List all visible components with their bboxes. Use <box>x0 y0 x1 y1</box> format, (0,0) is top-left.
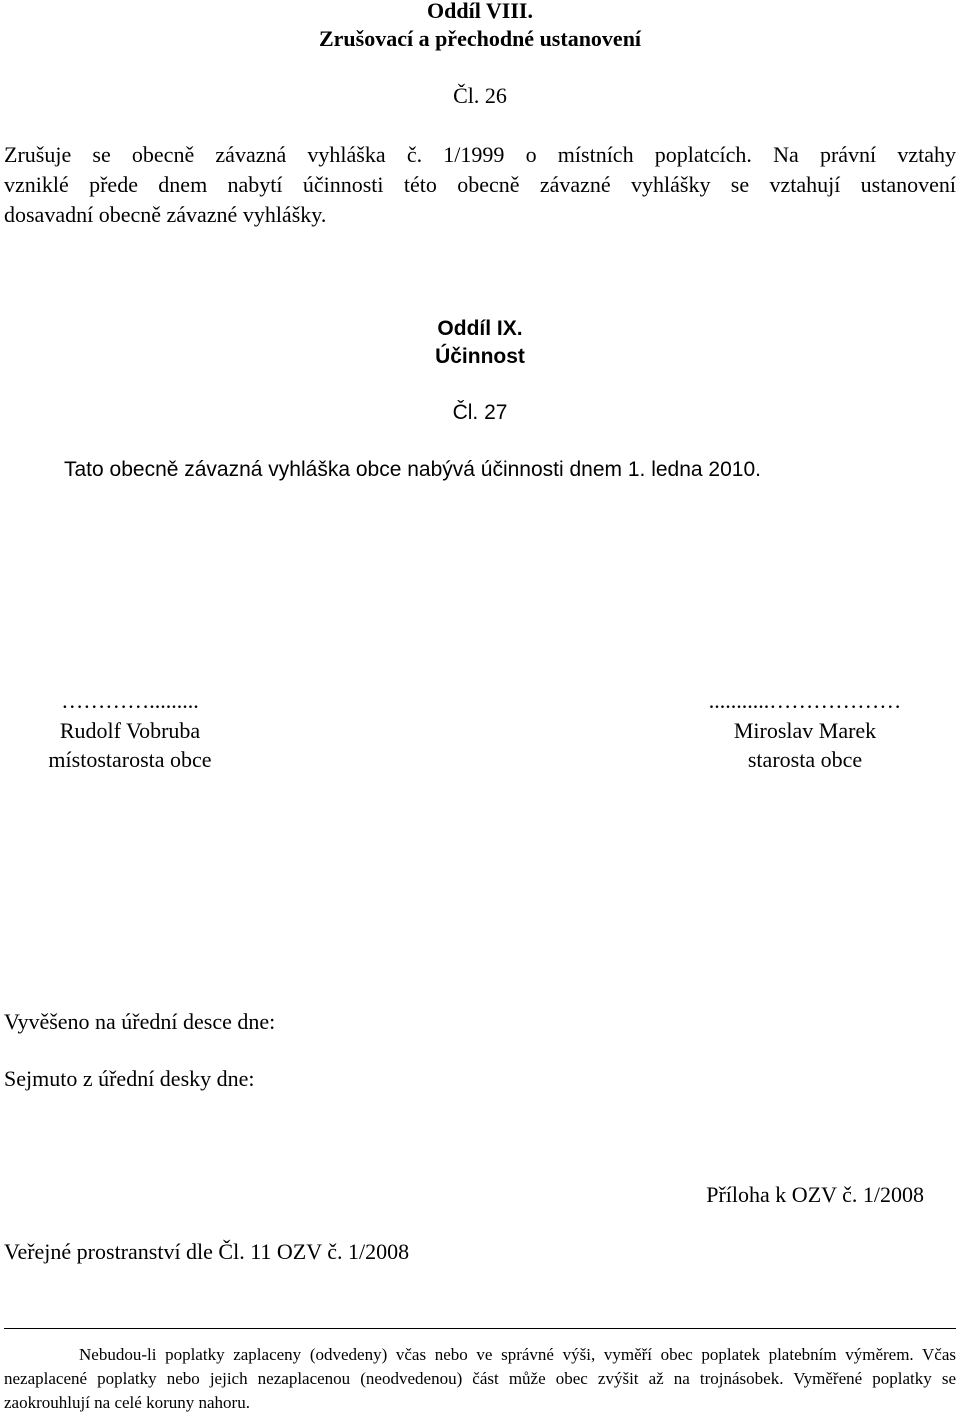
article-26-paragraph <box>4 140 956 230</box>
article-26-heading: Čl. 26 <box>453 83 507 108</box>
appendix-label: Příloha k OZV č. 1/2008 <box>706 1182 924 1207</box>
article-27-heading: Čl. 27 <box>452 401 508 424</box>
removed-from-board-date: Sejmuto z úřední desky dne: <box>4 1066 255 1091</box>
article-27-paragraph: Tato obecně závazná vyhláška obce nabývá účinnosti dnem 1. ledna 2010. <box>64 458 761 481</box>
right-signatory-title: starosta obce <box>747 747 863 772</box>
posted-on-board-date: Vyvěšeno na úřední desce dne: <box>4 1009 276 1034</box>
left-signatory-name: Rudolf Vobruba <box>59 718 201 743</box>
section9-subheading: Účinnost <box>435 345 525 368</box>
section8-heading: Oddíl VIII. <box>427 0 533 23</box>
footnote-text: Nebudou-li poplatky zaplaceny (odvedeny) včas nebo ve správné výši, vyměří obec poplatek platebním výměrem. Včas nezaplacené poplatky nebo jejich nezaplacenou (neodvedenou) část může obec zvýšit až na trojnásobek. Vyměřené poplatky se zaokrouhlují na celé koruny nahoru. <box>4 1345 956 1412</box>
article-26-line-1: Zrušuje se obecně závazná vyhláška č. 1/1999 o místních poplatcích. Na právní vztahy <box>4 142 956 167</box>
article-26-line-3: dosavadní obecně závazné vyhlášky. <box>4 202 327 227</box>
left-signatory-title: místostarosta obce <box>48 747 212 772</box>
section8-subheading: Zrušovací a přechodné ustanovení <box>318 26 642 51</box>
right-signature-line: ...........……………… <box>708 688 902 713</box>
appendix-title: Veřejné prostranství dle Čl. 11 OZV č. 1/2008 <box>4 1239 410 1264</box>
footnote-divider <box>4 1328 956 1329</box>
left-signature-line: …………......... <box>61 688 199 713</box>
article-26-line-2: vzniklé přede dnem nabytí účinnosti této obecně závazné vyhlášky se vztahují ustanovení <box>4 172 956 197</box>
section9-heading: Oddíl IX. <box>437 317 523 340</box>
right-signatory-name: Miroslav Marek <box>733 718 877 743</box>
